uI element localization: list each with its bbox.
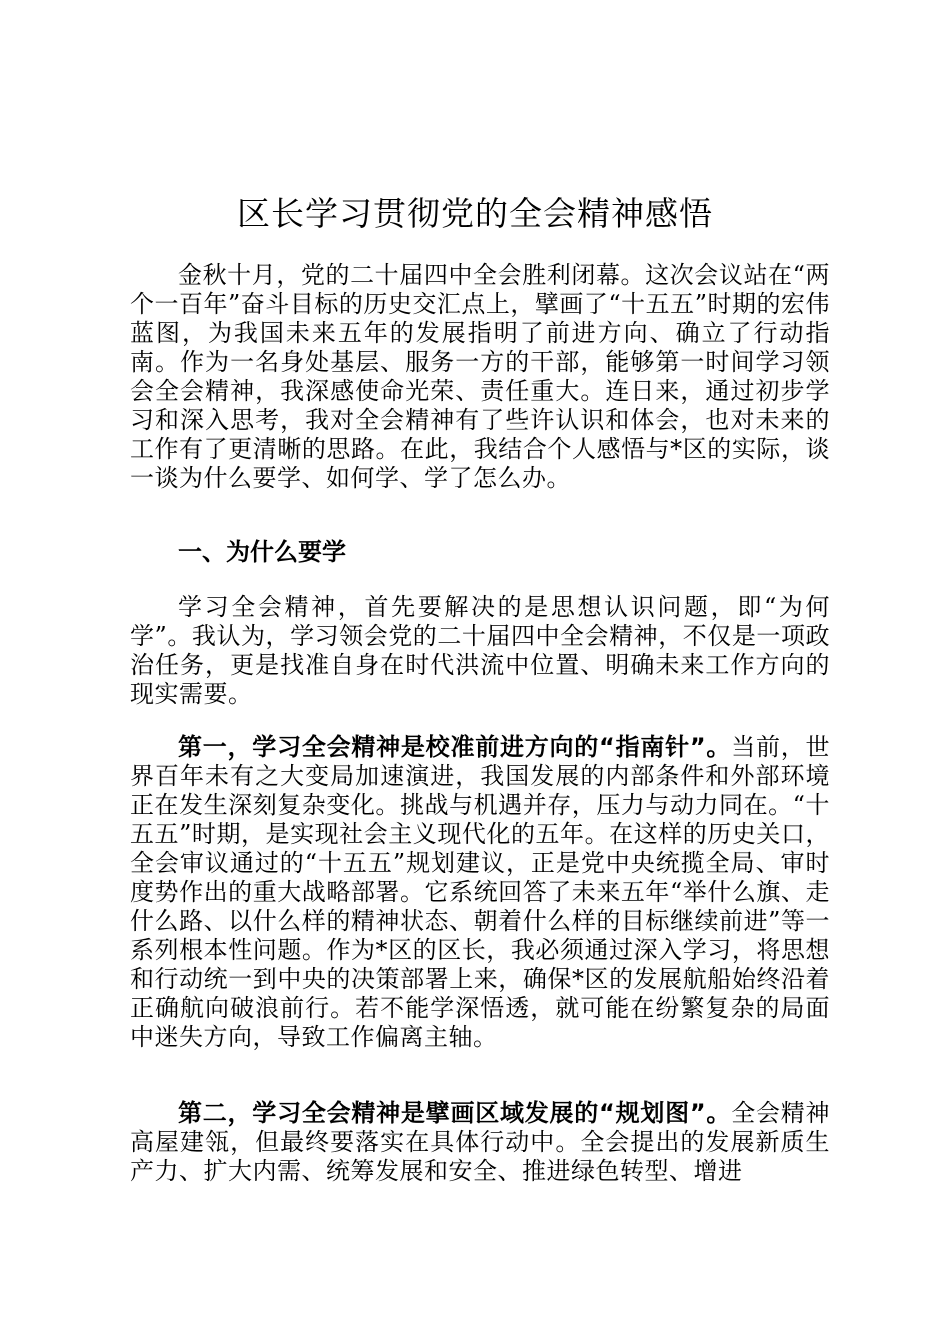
point-two-paragraph [130,1099,830,1186]
point-one-paragraph [130,733,830,1052]
point-one-body: 当前，世界百年未有之大变局加速演进，我国发展的内部条件和外部环境正在发生深刻复杂变化。挑战与机遇并存，压力与动力同在。“十五五”时期，是实现社会主义现代化的五年。在这样的历史关口，全会审议通过的“十五五”规划建议，正是党中央统揽全局、审时度势作出的重大战略部署。它系统回答了未来五年“举什么旗、走什么路、以什么样的精神状态、朝着什么样的目标继续前进”等一系列根本性问题。作为*区的区长，我必须通过深入学习，将思想和行动统一到中央的决策部署上来，确保*区的发展航船始终沿着正确航向破浪前行。若不能学深悟透，就可能在纷繁复杂的局面中迷失方向，导致工作偏离主轴。 [130,733,831,1051]
section-heading-why-learn: 一、为什么要学 [178,537,346,566]
section-paragraph: 学习全会精神，首先要解决的是思想认识问题，即“为何学”。我认为，学习领会党的二十届四中全会精神，不仅是一项政治任务，更是找准自身在时代洪流中位置、明确未来工作方向的现实需要。 [130,593,830,708]
point-two-lead: 第二，学习全会精神是擘画区域发展的“规划图”。 [178,1099,732,1127]
document-title: 区长学习贯彻党的全会精神感悟 [237,194,713,234]
intro-paragraph: 金秋十月，党的二十届四中全会胜利闭幕。这次会议站在“两个一百年”奋斗目标的历史交汇点上，擘画了“十五五”时期的宏伟蓝图，为我国未来五年的发展指明了前进方向、确立了行动指南。作为一名身处基层、服务一方的干部，能够第一时间学习领会全会精神，我深感使命光荣、责任重大。连日来，通过初步学习和深入思考，我对全会精神有了些许认识和体会，也对未来的工作有了更清晰的思路。在此，我结合个人感悟与*区的实际，谈一谈为什么要学、如何学、学了怎么办。 [130,261,830,492]
point-one-lead: 第一，学习全会精神是校准前进方向的“指南针”。 [178,733,732,761]
point-two-body: 全会精神高屋建瓴，但最终要落实在具体行动中。全会提出的发展新质生产力、扩大内需、统筹发展和安全、推进绿色转型、增进 [130,1099,831,1185]
